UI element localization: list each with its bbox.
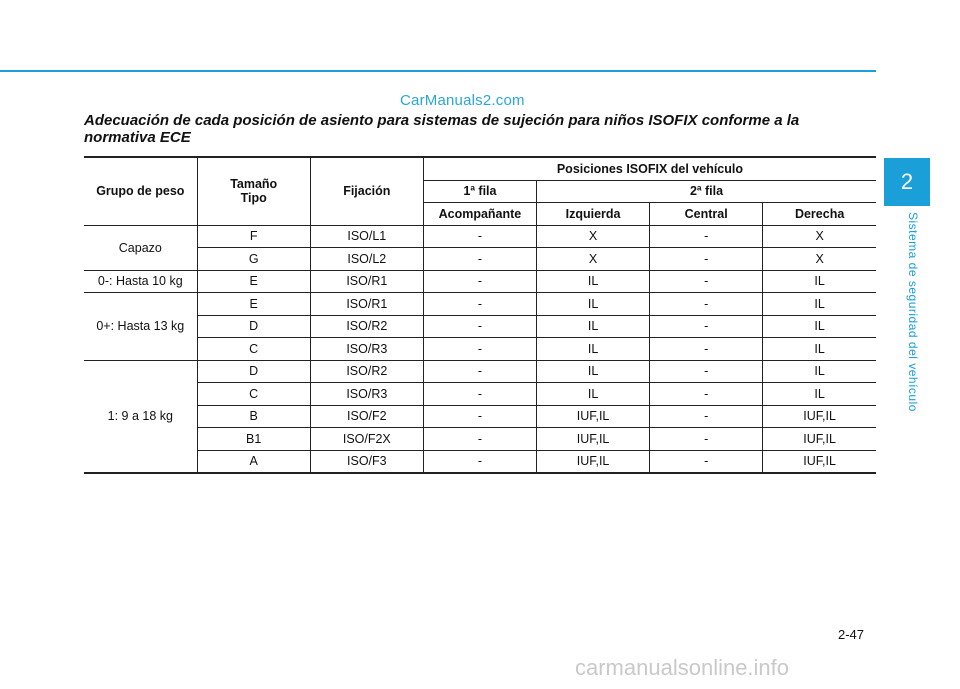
table-cell: - (423, 383, 536, 406)
table-cell: IUF,IL (763, 428, 876, 451)
table-cell: IL (537, 315, 650, 338)
table-cell: F (197, 225, 310, 248)
table-cell: - (423, 315, 536, 338)
table-cell: - (650, 360, 763, 383)
header-right: Derecha (763, 203, 876, 226)
table-cell: - (650, 248, 763, 271)
table-cell: X (537, 225, 650, 248)
table-cell: ISO/R3 (310, 338, 423, 361)
table-cell: B (197, 405, 310, 428)
table-row (84, 315, 876, 338)
table-cell: - (423, 248, 536, 271)
watermark-top: CarManuals2.com (400, 92, 525, 109)
table-cell: D (197, 315, 310, 338)
table-cell: X (763, 225, 876, 248)
table-cell: IL (763, 383, 876, 406)
table-cell: IL (763, 360, 876, 383)
table-cell: - (650, 405, 763, 428)
table-cell: IL (763, 293, 876, 316)
table-cell: E (197, 270, 310, 293)
header-left: Izquierda (537, 203, 650, 226)
header-center: Central (650, 203, 763, 226)
table-cell: ISO/R1 (310, 270, 423, 293)
header-row2: 2ª fila (537, 180, 877, 203)
table-row (84, 293, 876, 316)
table-row (84, 360, 876, 383)
table-cell: IUF,IL (763, 405, 876, 428)
table-cell: IL (763, 338, 876, 361)
table-cell: - (650, 383, 763, 406)
header-positions: Posiciones ISOFIX del vehículo (423, 157, 876, 180)
table-cell: X (763, 248, 876, 271)
table-cell: - (423, 428, 536, 451)
table-cell: G (197, 248, 310, 271)
table-cell: - (650, 293, 763, 316)
table-cell: ISO/L1 (310, 225, 423, 248)
header-size-line1: Tamaño (230, 177, 278, 192)
table-cell: ISO/R2 (310, 315, 423, 338)
table-cell: - (650, 450, 763, 473)
table-row (84, 450, 876, 473)
table-cell: D (197, 360, 310, 383)
isofix-table (84, 156, 876, 474)
table-cell: IUF,IL (537, 428, 650, 451)
table-cell: - (650, 338, 763, 361)
header-companion: Acompañante (423, 203, 536, 226)
top-rule (0, 70, 876, 72)
table-cell: IL (763, 315, 876, 338)
table-row (84, 383, 876, 406)
page-number: 2-47 (838, 627, 865, 642)
table-cell: IUF,IL (537, 405, 650, 428)
table-cell: ISO/L2 (310, 248, 423, 271)
table-cell: - (423, 293, 536, 316)
table-cell: ISO/F3 (310, 450, 423, 473)
table-cell: IL (537, 270, 650, 293)
table-row (84, 225, 876, 248)
table-cell: - (423, 405, 536, 428)
table-cell: IL (537, 360, 650, 383)
table-cell: E (197, 293, 310, 316)
table-row (84, 248, 876, 271)
table-cell: - (423, 360, 536, 383)
table-row (84, 338, 876, 361)
table-cell: ISO/R1 (310, 293, 423, 316)
table-row (84, 270, 876, 293)
table-cell: IUF,IL (763, 450, 876, 473)
table-cell: - (650, 315, 763, 338)
table-cell: - (650, 225, 763, 248)
table-cell: ISO/F2 (310, 405, 423, 428)
table-cell: ISO/R2 (310, 360, 423, 383)
header-group: Grupo de peso (84, 157, 197, 225)
table-cell: B1 (197, 428, 310, 451)
header-fixation: Fijación (310, 157, 423, 225)
table-cell: A (197, 450, 310, 473)
table-cell: ISO/F2X (310, 428, 423, 451)
table-row (84, 405, 876, 428)
table-cell: ISO/R3 (310, 383, 423, 406)
weight-group-cell: 0-: Hasta 10 kg (84, 270, 197, 293)
table-cell: - (423, 450, 536, 473)
table-cell: - (650, 428, 763, 451)
table-cell: IL (537, 293, 650, 316)
table-row (84, 428, 876, 451)
chapter-label: Sistema de seguridad del vehículo (906, 212, 920, 412)
table-cell: - (423, 270, 536, 293)
table-cell: - (650, 270, 763, 293)
weight-group-cell: 1: 9 a 18 kg (84, 360, 197, 473)
header-row1: 1ª fila (423, 180, 536, 203)
table-cell: IL (763, 270, 876, 293)
header-size (197, 157, 310, 225)
header-size-line2: Tipo (240, 191, 267, 206)
watermark-bottom: carmanualsonline.info (575, 655, 790, 680)
table-cell: IL (537, 338, 650, 361)
section-heading: Adecuación de cada posición de asiento para sistemas de sujeción para niños ISOFIX conforme a la normativa ECE (84, 112, 800, 146)
table-cell: - (423, 338, 536, 361)
table-body (84, 225, 876, 473)
weight-group-cell: 0+: Hasta 13 kg (84, 293, 197, 361)
table-cell: IL (537, 383, 650, 406)
chapter-tab: 2 (884, 158, 930, 206)
table-cell: - (423, 225, 536, 248)
table-cell: IUF,IL (537, 450, 650, 473)
table-cell: X (537, 248, 650, 271)
table-cell: C (197, 383, 310, 406)
weight-group-cell: Capazo (84, 225, 197, 270)
table-cell: C (197, 338, 310, 361)
